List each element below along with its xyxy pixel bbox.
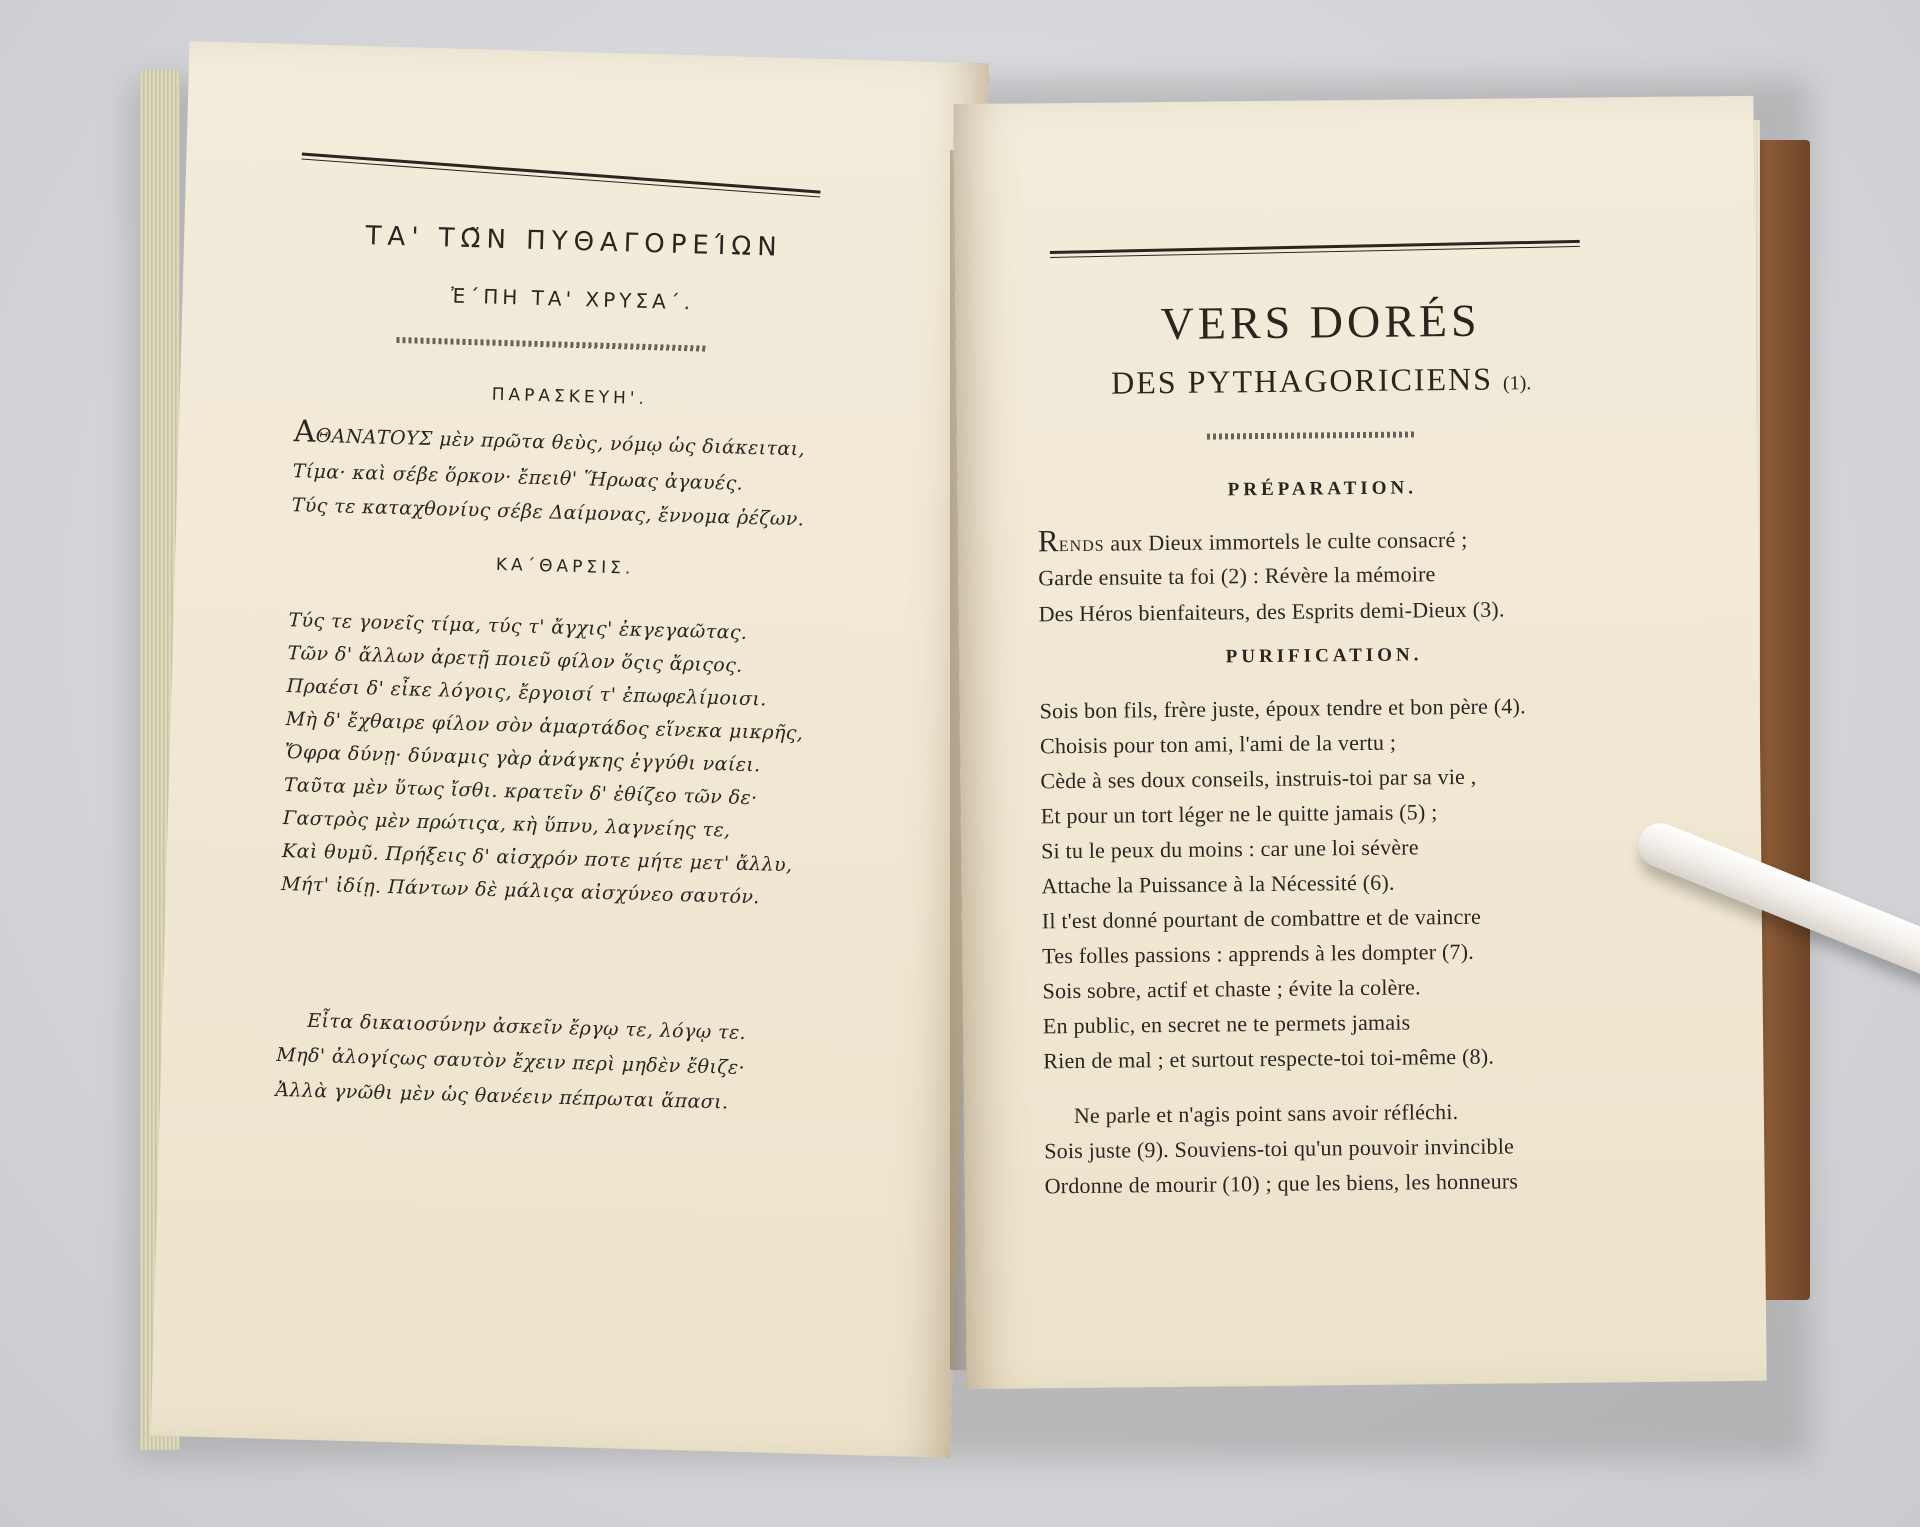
greek-verse: Μὴ δ' ἔχθαιρε φίλον σὸν ἁμαρτάδος εἵνεκα μικρῆς, [285,708,804,745]
top-rule [301,152,820,197]
greek-verse-1: ΑΘΑΝΑΤΟΥΣ μὲν πρῶτα θεὺς, νόμῳ ὡς διάκειται, [293,414,806,461]
french-verse: Si tu le peux du moins : car une loi sévère [1040,834,1419,864]
drop-cap: R [1037,523,1059,559]
section-heading-purification: PURIFICATION. [1225,644,1423,668]
right-page [953,96,1766,1389]
french-verse: En public, en secret ne te permets jamais [1042,1009,1411,1039]
ornament-divider [1207,431,1417,439]
greek-verse: Εἶτα δικαιοσύνην ἀσκεῖν ἔργῳ τε, λόγῳ τε. [307,1009,747,1045]
ornament-divider [396,337,706,352]
section-heading-preparation: PRÉPARATION. [1227,477,1418,501]
french-verse: Et pour un tort léger ne le quitte jamais (5) ; [1040,799,1438,829]
greek-verse: Πραέσι δ' εἶκε λόγοις, ἔργοισί τ' ἐπωφελίμοισι. [286,675,767,711]
left-page [151,41,990,1458]
french-verse: Il t'est donné pourtant de combattre et de vaincre [1041,903,1482,934]
greek-verse-3: Τύς τε καταχθονίυς σέβε Δαίμονας, ἔννομα ῥέζων. [291,494,805,531]
greek-verse: Τῶν δ' ἄλλων ἀρετῇ ποιεῦ φίλον ὅςις ἄριςος. [287,642,743,677]
french-verse: Attache la Puissance à la Nécessité (6). [1041,869,1395,899]
french-verse: Cède à ses doux conseils, instruis-toi par sa vie , [1040,763,1477,794]
greek-verse: Ὄφρα δύνῃ· δύναμις γὰρ ἀνάγκης ἐγγύθι ναίει. [284,741,761,777]
greek-verse: Μήτ' ἰδίῃ. Πάντων δὲ μάλιςα αἰσχύνεο σαυτόν. [280,872,761,909]
greek-verse: Ταῦτα μὲν ὕτως ἴσθι. κρατεῖν δ' ἐθίζεο τῶν δε· [283,774,758,810]
french-verse-1: RENDS aux Dieux immortels le culte consacré ; [1037,523,1468,559]
greek-verse: Τύς τε γονεῖς τίμα, τύς τ' ἄγχις' ἐκγεγαῶτας. [288,609,748,644]
greek-verse: Ἀλλὰ γνῶθι μὲν ὡς θανέειν πέπρωται ἅπασι. [275,1078,729,1114]
french-verse: Sois juste (9). Souviens-toi qu'un pouvoir invincible [1044,1133,1515,1164]
french-verse: Ne parle et n'agis point sans avoir réfléchi. [1073,1098,1459,1129]
french-subtitle: DES PYTHAGORICIENS (1). [1110,360,1532,401]
section-heading-paraskeue: ΠΑΡΑΣΚΕΥΗ'. [491,384,649,410]
greek-verse: Γαστρὸς μὲν πρώτιςα, κὴ ὕπνυ, λαγνείης τε, [282,807,731,842]
french-verse: Tes folles passions : apprends à les dompter (7). [1042,938,1474,969]
greek-verse: Μηδ' ἀλογίςως σαυτὸν ἔχειν περὶ μηδὲν ἔθιζε· [276,1043,746,1080]
greek-verse: Καὶ θυμῦ. Πρήξεις δ' αἰσχρόν ποτε μήτε μετ' ἄλλυ, [281,840,793,877]
greek-subtitle: Ἐ΄ΠΗ ΤΑ' ΧΡΥΣΑ΄. [450,283,695,315]
french-verse-2: Garde ensuite ta foi (2) : Révère la mémoire [1038,561,1436,591]
french-title: VERS DORÉS [1160,294,1481,350]
french-verse: Sois bon fils, frère juste, époux tendre et bon père (4). [1039,693,1526,724]
greek-title: ΤΑ' ΤΩ͂Ν ΠΥΘΑΓΟΡΕΊΩΝ [365,221,784,263]
section-heading-katharsis: ΚΑ΄ΘΑΡΣΙΣ. [495,554,635,579]
french-verse: Rien de mal ; et surtout respecte-toi toi-même (8). [1043,1043,1495,1074]
french-verse: Sois sobre, actif et chaste ; évite la colère. [1042,974,1421,1004]
drop-cap: Α [293,414,317,450]
french-verse: Ordonne de mourir (10) ; que les biens, les honneurs [1044,1168,1519,1199]
footnote-ref: (1). [1502,372,1532,395]
top-rule [1050,240,1580,258]
french-verse-3: Des Héros bienfaiteurs, des Esprits demi-Dieux (3). [1038,596,1505,627]
french-verse: Choisis pour ton ami, l'ami de la vertu ; [1039,729,1397,759]
greek-verse-2: Τίμα· καὶ σέβε ὅρκον· ἔπειθ' Ἥρωας ἀγαυές. [292,460,744,495]
